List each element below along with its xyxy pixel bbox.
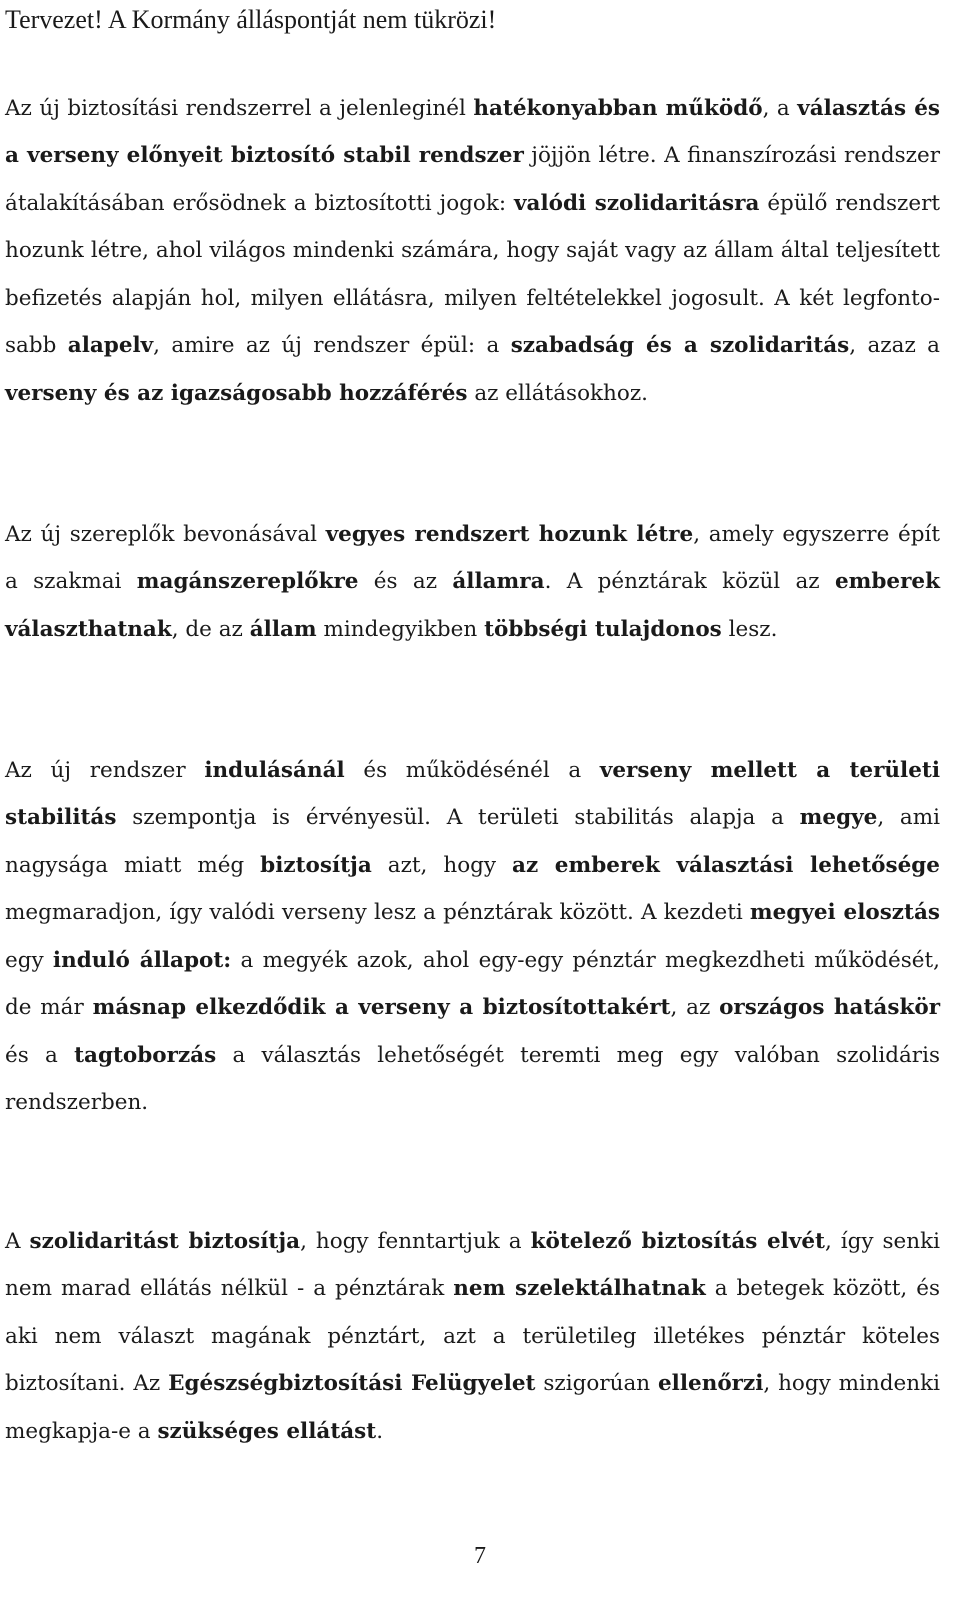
body-text: azt, hogy (371, 852, 513, 878)
paragraph-territorial-stability (5, 747, 940, 1127)
body-text: A (5, 1228, 30, 1254)
body-text: jöjjön létre. A finanszírozási rendszer átalakításában erősödnek a biztosítotti jogok: (5, 143, 940, 216)
emphasis-text: szükséges ellátást (157, 1418, 377, 1444)
emphasis-text: emberek választhatnak (5, 569, 941, 642)
emphasis-text: ellenőrzi (658, 1371, 764, 1396)
emphasis-text: induló állapot: (52, 947, 232, 973)
emphasis-text: valódi szolidaritásra (514, 190, 760, 216)
emphasis-text: többségi tulajdonos (484, 616, 722, 642)
emphasis-text: állam (249, 616, 317, 642)
body-text: , hogy fenntartjuk a (300, 1228, 531, 1254)
emphasis-text: hatékonyabban működő (473, 95, 763, 121)
body-text: a betegek között, és aki nem választ magának pénztárt, azt a területileg illetékes pénztár köteles biztosítani. Az (5, 1276, 941, 1396)
emphasis-text: verseny mellett a területi stabilitás (5, 757, 941, 830)
body-text: a választás lehetőségét teremti meg egy valóban szolidáris rendszerben. (5, 1042, 940, 1115)
body-text: egy (5, 947, 53, 973)
emphasis-text: biztosítja (260, 852, 372, 878)
emphasis-text: szabadság és a szolidaritás (510, 333, 850, 358)
body-text: lesz. (721, 616, 778, 642)
body-text: és működésénél a (344, 757, 600, 783)
paragraph-solidarity (5, 1218, 940, 1456)
paragraph-mixed-system (5, 511, 940, 654)
emphasis-text: alapelv (67, 333, 154, 358)
emphasis-text: vegyes rendszert hozunk létre (325, 521, 694, 547)
body-text: , az (670, 995, 720, 1020)
body-text: Az új biztosítási rendszerrel a jelenleginél (5, 95, 474, 121)
body-text: az ellátásokhoz. (467, 380, 649, 406)
body-text: . A pénztárak közül az (544, 569, 835, 594)
body-text: épülő rendszert hozunk létre, ahol világos mindenki számára, hogy saját vagy az állam által teljesített befizetés alapján hol, milyen ellátásra, milyen feltételekkel jogosult. A két legfontosabb (5, 190, 941, 358)
body-text: a megyék azok, ahol egy-egy pénztár megkezdheti működését, de már (5, 947, 941, 1020)
body-text: és a (5, 1042, 75, 1068)
draft-disclaimer: Tervezet! A Kormány álláspontját nem tükrözi! (5, 5, 497, 34)
body-text: Az új szereplők bevonásával (5, 521, 326, 547)
emphasis-text: nem szelektálhatnak (453, 1276, 706, 1301)
body-text: , így senki nem marad ellátás nélkül - a pénztárak (5, 1228, 940, 1301)
emphasis-text: az emberek választási lehetősége (512, 852, 940, 878)
body-text: , a (762, 95, 798, 121)
body-text: , de az (171, 616, 250, 642)
emphasis-text: magánszereplőkre (136, 569, 359, 594)
emphasis-text: indulásánál (204, 757, 345, 783)
body-text: szempontja is érvényesül. A területi stabilitás alapja a (116, 805, 800, 830)
body-text: megmaradjon, így valódi verseny lesz a pénztárak között. A kezdeti (5, 900, 750, 925)
emphasis-text: megyei elosztás (749, 900, 940, 925)
body-text: Az új rendszer (5, 757, 205, 783)
body-text: , hogy mindenki megkapja-e a (5, 1371, 941, 1444)
body-text: , azaz a (849, 333, 940, 358)
emphasis-text: szolidaritást biztosítja (29, 1228, 301, 1254)
body-text: és az (358, 569, 453, 594)
body-text: mindegyikben (316, 616, 485, 642)
page-number: 7 (474, 1543, 486, 1569)
emphasis-text: megye (799, 805, 878, 830)
body-text: , ami nagysága miatt még (5, 805, 940, 878)
emphasis-text: országos hatáskör (719, 995, 941, 1020)
emphasis-text: Egészségbiztosítási Felügyelet (168, 1371, 536, 1396)
emphasis-text: államra (452, 569, 545, 594)
paragraph-insurance-system (5, 85, 940, 418)
emphasis-text: kötelező biztosítás elvét (530, 1228, 825, 1254)
body-text: , amire az új rendszer épül: a (153, 333, 511, 358)
emphasis-text: másnap elkezdődik a verseny a biztosítottakért (92, 995, 671, 1020)
emphasis-text: tagtoborzás (74, 1042, 217, 1068)
body-text: . (376, 1418, 384, 1444)
body-text: , amely egyszerre épít a szakmai (5, 521, 940, 594)
emphasis-text: választás és a verseny előnyeit biztosító stabil rendszer (5, 95, 940, 168)
emphasis-text: verseny és az igazságosabb hozzáférés (5, 380, 468, 406)
body-text: szigorúan (535, 1371, 658, 1396)
